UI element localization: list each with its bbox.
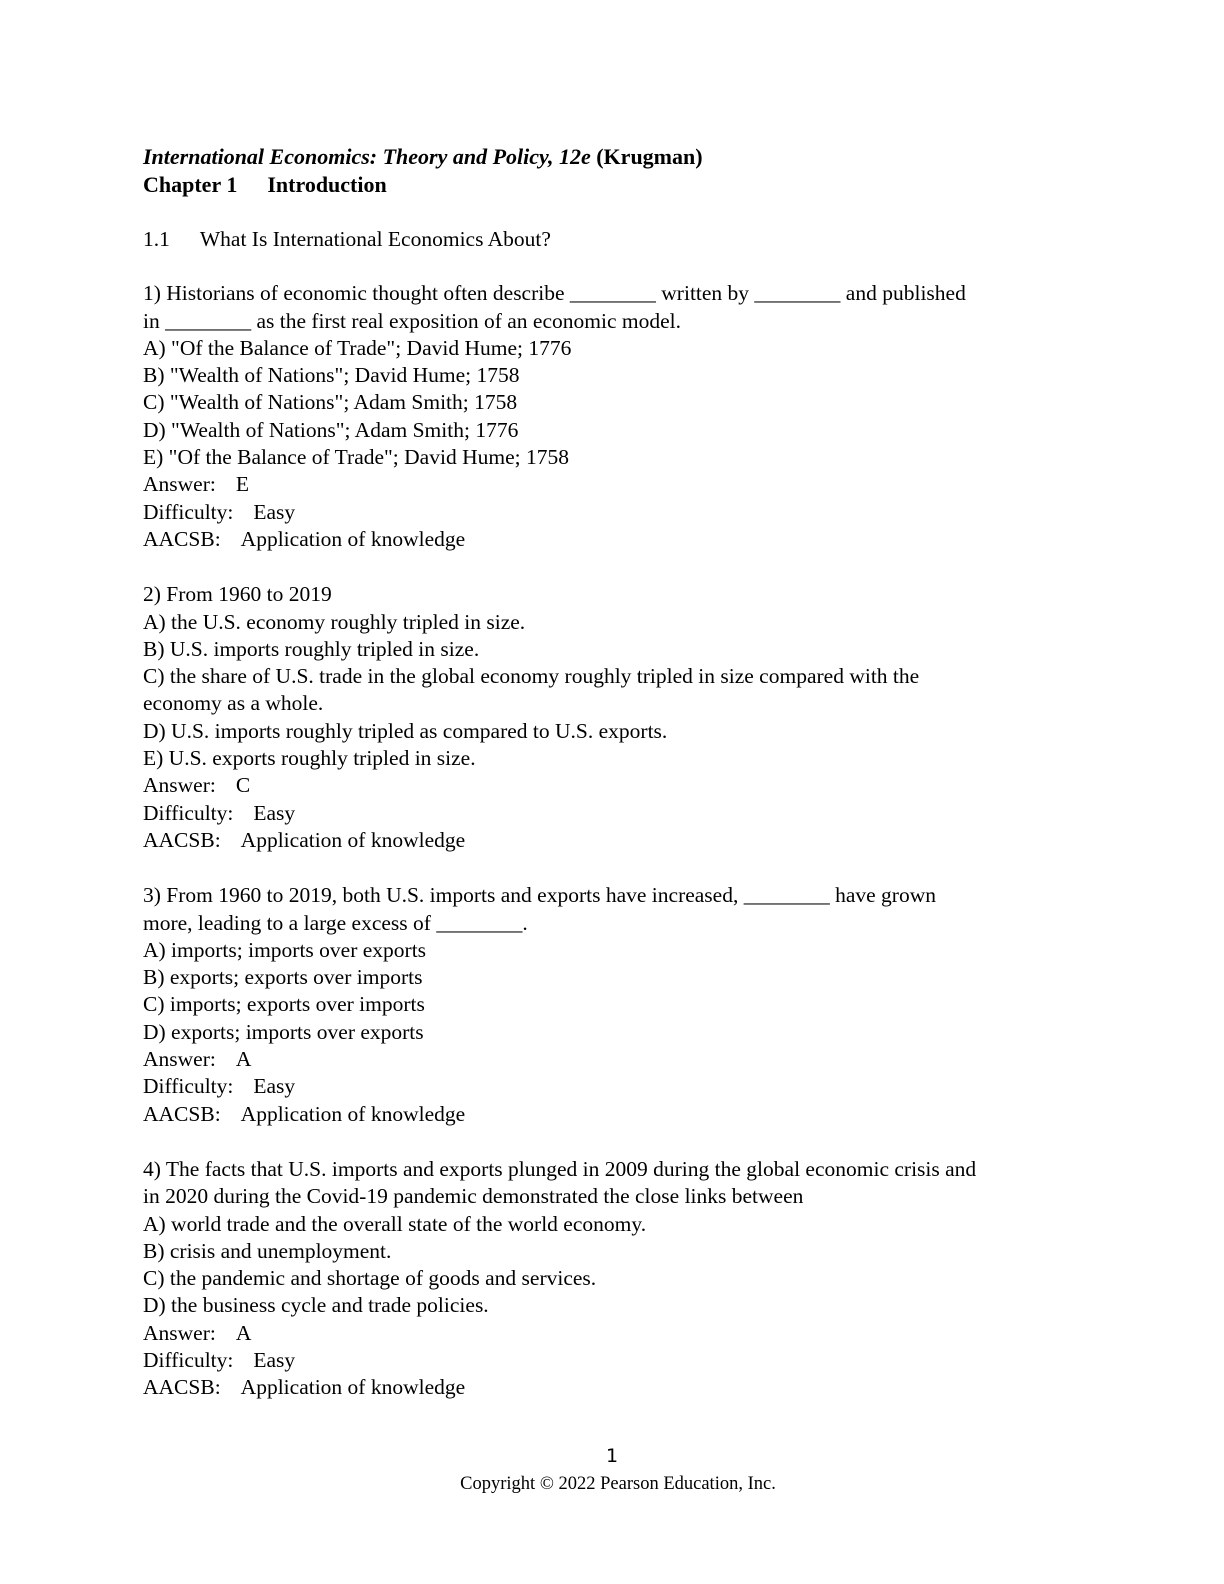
answer-option: A) "Of the Balance of Trade"; David Hume; 1776 (143, 335, 572, 360)
aacsb-label: AACSB: (143, 526, 221, 551)
aacsb-row (143, 827, 1083, 854)
answer-row (143, 772, 1083, 799)
question-stem-line: in 2020 during the Covid-19 pandemic demonstrated the close links between (143, 1184, 804, 1209)
question-3 (143, 882, 1083, 1128)
aacsb-value: Application of knowledge (240, 1375, 466, 1400)
answer-option: D) "Wealth of Nations"; Adam Smith; 1776 (143, 417, 519, 442)
difficulty-label: Difficulty: (143, 499, 234, 524)
question-stem-line: more, leading to a large excess of ________. (143, 910, 528, 935)
question-stem-line: 4) The facts that U.S. imports and exports plunged in 2009 during the global economic crisis and (143, 1156, 977, 1181)
answer-value: A (235, 1320, 252, 1345)
book-author: (Krugman) (596, 144, 703, 169)
aacsb-row (143, 1101, 1083, 1128)
answer-option: C) the share of U.S. trade in the global economy roughly tripled in size compared with the (143, 664, 920, 689)
answer-value: E (235, 472, 249, 497)
section-heading (143, 226, 1083, 253)
answer-option: D) U.S. imports roughly tripled as compared to U.S. exports. (143, 718, 668, 743)
aacsb-value: Application of knowledge (240, 827, 466, 852)
aacsb-value: Application of knowledge (240, 1101, 466, 1126)
copyright-notice: Copyright © 2022 Pearson Education, Inc. (460, 1474, 776, 1494)
answer-option: E) "Of the Balance of Trade"; David Hume; 1758 (143, 445, 569, 470)
difficulty-label: Difficulty: (143, 1074, 234, 1099)
answer-label: Answer: (143, 773, 216, 798)
chapter-name: Introduction (267, 171, 387, 197)
answer-label: Answer: (143, 472, 216, 497)
question-2 (143, 581, 1083, 854)
answer-row (143, 471, 1083, 498)
aacsb-label: AACSB: (143, 1101, 221, 1126)
question-stem-line: in ________ as the first real exposition of an economic model. (143, 308, 681, 333)
answer-value: C (235, 773, 251, 798)
answer-option: B) crisis and unemployment. (143, 1238, 392, 1263)
answer-option: B) "Wealth of Nations"; David Hume; 1758 (143, 363, 520, 388)
aacsb-label: AACSB: (143, 1375, 221, 1400)
chapter-label: Chapter 1 (143, 171, 238, 197)
page-content (143, 143, 1083, 1402)
chapter-heading (143, 171, 1083, 199)
difficulty-value: Easy (253, 1347, 296, 1372)
section-number: 1.1 (143, 227, 170, 251)
answer-label: Answer: (143, 1320, 216, 1345)
answer-option: C) "Wealth of Nations"; Adam Smith; 1758 (143, 390, 518, 415)
answer-option: D) the business cycle and trade policies. (143, 1293, 489, 1318)
aacsb-row (143, 526, 1083, 553)
book-title: International Economics: Theory and Policy, 12e (143, 144, 591, 169)
answer-label: Answer: (143, 1047, 216, 1072)
section-title: What Is International Economics About? (199, 227, 551, 251)
answer-row (143, 1320, 1083, 1347)
answer-option: B) U.S. imports roughly tripled in size. (143, 636, 480, 661)
aacsb-value: Application of knowledge (240, 526, 466, 551)
answer-option: C) imports; exports over imports (143, 992, 425, 1017)
answer-option: B) exports; exports over imports (143, 965, 423, 990)
answer-option: A) imports; imports over exports (143, 937, 427, 962)
answer-option: C) the pandemic and shortage of goods and services. (143, 1266, 597, 1291)
question-1 (143, 280, 1083, 553)
aacsb-label: AACSB: (143, 827, 221, 852)
difficulty-row (143, 1073, 1083, 1100)
question-stem-line: 2) From 1960 to 2019 (143, 582, 332, 607)
question-4 (143, 1156, 1083, 1402)
answer-row (143, 1046, 1083, 1073)
difficulty-value: Easy (253, 1074, 296, 1099)
answer-value: A (235, 1047, 252, 1072)
difficulty-value: Easy (253, 800, 296, 825)
answer-option-continuation: economy as a whole. (143, 691, 324, 716)
difficulty-row (143, 499, 1083, 526)
answer-option: E) U.S. exports roughly tripled in size. (143, 746, 476, 771)
difficulty-label: Difficulty: (143, 800, 234, 825)
difficulty-row (143, 1347, 1083, 1374)
difficulty-label: Difficulty: (143, 1347, 234, 1372)
answer-option: A) world trade and the overall state of the world economy. (143, 1211, 647, 1236)
difficulty-value: Easy (253, 499, 296, 524)
question-stem-line: 1) Historians of economic thought often describe ________ written by ________ and published (143, 281, 966, 306)
question-stem-line: 3) From 1960 to 2019, both U.S. imports and exports have increased, ________ have grown (143, 883, 936, 908)
answer-option: D) exports; imports over exports (143, 1019, 424, 1044)
aacsb-row (143, 1374, 1083, 1401)
answer-option: A) the U.S. economy roughly tripled in size. (143, 609, 526, 634)
page-number: 1 (605, 1445, 619, 1467)
book-title-line (143, 143, 1083, 171)
difficulty-row (143, 800, 1083, 827)
